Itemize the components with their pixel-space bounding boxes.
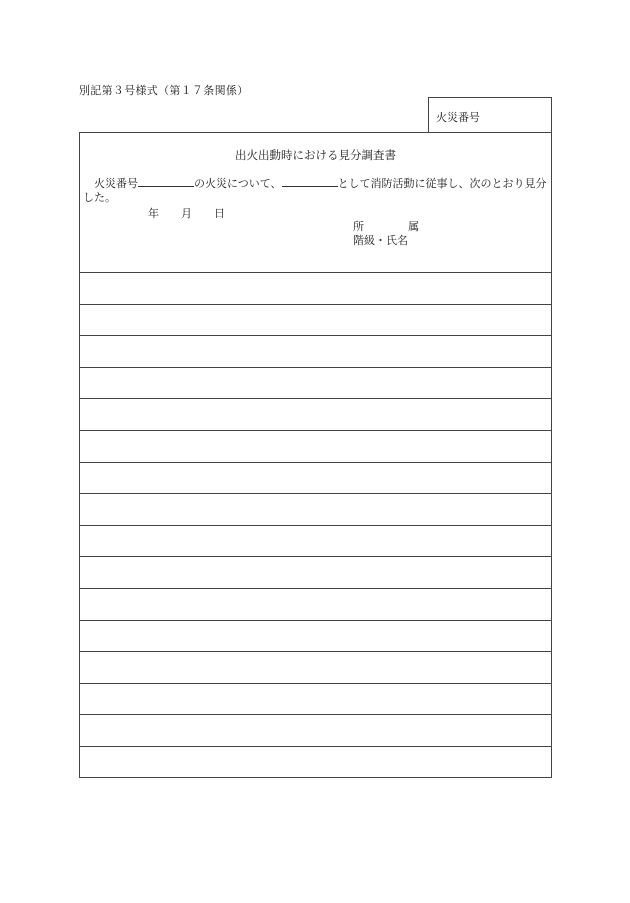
form-row[interactable] (80, 715, 551, 747)
fire-number-label: 火災番号 (436, 111, 480, 124)
form-row[interactable] (80, 463, 551, 495)
form-reference: 別記第３号様式（第１７条関係） (79, 84, 249, 97)
lined-rows (80, 273, 551, 779)
form-row[interactable] (80, 652, 551, 684)
form-row[interactable] (80, 526, 551, 558)
form-row[interactable] (80, 305, 551, 337)
role-blank[interactable] (282, 177, 338, 187)
fire-number-box[interactable] (428, 97, 552, 132)
date-month: 月 (181, 207, 192, 220)
statement-part-4: した。 (83, 191, 116, 204)
statement-text (83, 177, 549, 205)
form-row[interactable] (80, 557, 551, 589)
form-row[interactable] (80, 273, 551, 305)
statement-part-1: 火災番号 (94, 177, 138, 190)
affiliation-label-1: 所 (353, 220, 364, 233)
date-year: 年 (148, 207, 159, 220)
statement-part-3: として消防活動に従事し、次のとおり見分 (337, 177, 547, 190)
fire-number-blank[interactable] (138, 177, 194, 187)
form-row[interactable] (80, 368, 551, 400)
form-row[interactable] (80, 336, 551, 368)
date-day: 日 (214, 207, 225, 220)
main-form (79, 132, 552, 778)
form-row[interactable] (80, 747, 551, 779)
form-row[interactable] (80, 684, 551, 716)
form-row[interactable] (80, 431, 551, 463)
form-header (80, 133, 551, 273)
form-row[interactable] (80, 494, 551, 526)
document-title: 出火出動時における見分調査書 (235, 148, 396, 162)
statement-part-2: の火災について、 (194, 177, 282, 190)
form-row[interactable] (80, 399, 551, 431)
affiliation-label-2: 属 (408, 220, 419, 233)
form-row[interactable] (80, 589, 551, 621)
rank-name-field[interactable]: 階級・氏名 (353, 234, 408, 247)
date-line[interactable] (148, 205, 225, 221)
form-row[interactable] (80, 621, 551, 653)
